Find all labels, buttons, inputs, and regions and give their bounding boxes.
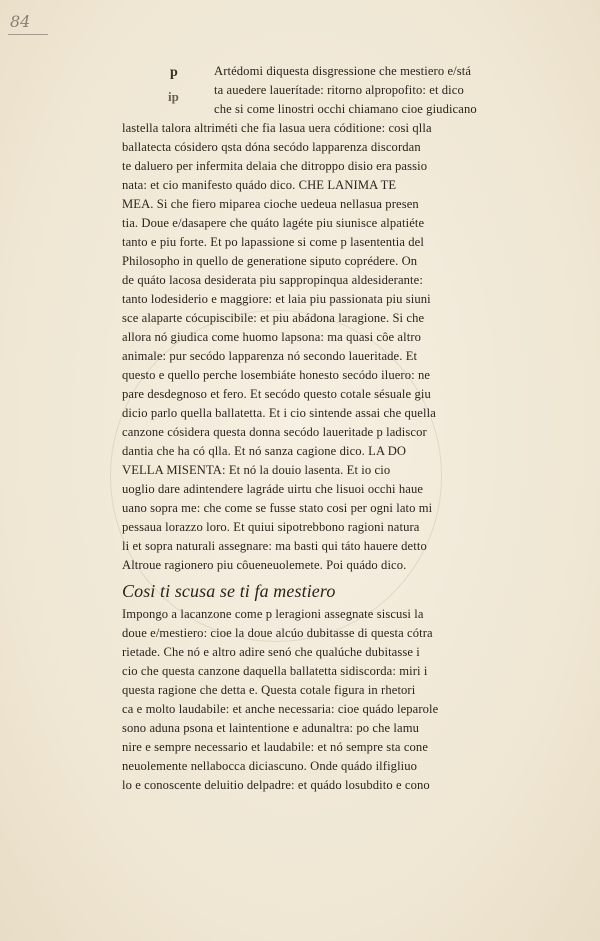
- folio-rule: [8, 34, 48, 35]
- text-line: allora nó giudica come huomo lapsona: ma quasi côe altro: [122, 330, 422, 344]
- text-line: che si come linostri occhi chiamano cioe giudicano: [214, 102, 477, 116]
- text-line: pessaua lorazzo loro. Et quiui sipotrebbono ragioni natura: [122, 520, 420, 534]
- text-line: uano sopra me: che come se fusse stato cosi per ogni lato mi: [122, 501, 433, 515]
- margin-letter: p: [170, 65, 178, 80]
- text-line: ca e molto laudabile: et anche necessaria: cioe quádo leparole: [122, 702, 439, 716]
- text-line: VELLA MISENTA: Et nó la douio lasenta. Et io cio: [122, 463, 391, 477]
- margin-letter: ip: [168, 89, 179, 104]
- text-line: tia. Doue e/dasapere che quáto lagéte piu siunisce alpatiéte: [122, 216, 425, 230]
- text-block: [122, 62, 554, 795]
- text-line: questo e quello perche losembiáte honesto secódo iluero: ne: [122, 368, 431, 382]
- text-line: de quáto lacosa desiderata piu sappropinqua aldesiderante:: [122, 273, 423, 287]
- text-line: sce alaparte cócupiscibile: et piu abádona laragione. Si che: [122, 311, 425, 325]
- text-line: te daluero per infermita delaia che ditroppo disio era passio: [122, 159, 428, 173]
- text-line: rietade. Che nó e altro adire senó che qualúche dubitasse i: [122, 645, 420, 659]
- text-line: MEA. Si che fiero miparea cioche uedeua nellasua presen: [122, 197, 419, 211]
- text-line: dicio parlo quella ballatetta. Et i cio sintende assai che quella: [122, 406, 436, 420]
- text-line: animale: pur secódo lapparenza nó secondo laueritade. Et: [122, 349, 418, 363]
- paragraph-1: [122, 62, 554, 575]
- text-line: sono aduna psona et laintentione e adunaltra: po che lamu: [122, 721, 420, 735]
- text-line: Artédomi diquesta disgressione che mestiero e/stá: [214, 64, 472, 78]
- text-line: canzone cósidera questa donna secódo laueritade p ladiscor: [122, 425, 427, 439]
- text-line: doue e/mestiero: cioe la doue alcúo dubitasse di questa cótra: [122, 626, 433, 640]
- text-line: nata: et cio manifesto quádo dico. CHE LANIMA TE: [122, 178, 397, 192]
- paragraph-2: [122, 605, 554, 795]
- text-line: dantia che ha có qlla. Et nó sanza cagione dico. LA DO: [122, 444, 407, 458]
- text-line: lastella talora altriméti che fia lasua uera códitione: cosi qlla: [122, 121, 432, 135]
- text-line: nire e sempre necessario et laudabile: et nó sempre sta cone: [122, 740, 429, 754]
- text-line: Philosopho in quello de generatione siputo coprédere. On: [122, 254, 418, 268]
- text-line: Impongo a lacanzone come p leragioni assegnate siscusi la: [122, 607, 424, 621]
- text-line: pare desdegnoso et fero. Et secódo questo cotale sésuale giu: [122, 387, 431, 401]
- text-line: ta auedere lauerítade: ritorno alpropofito: et dico: [214, 83, 464, 97]
- text-line: lo e conoscente deluitio delpadre: et quádo losubdito e cono: [122, 778, 430, 792]
- text-line: ballatecta cósidero qsta dóna secódo lapparenza discordan: [122, 140, 421, 154]
- text-line: questa ragione che detta e. Questa cotale figura in rhetori: [122, 683, 416, 697]
- text-line: tanto lodesiderio e maggiore: et laia piu passionata piu siuni: [122, 292, 431, 306]
- text-line: uoglio dare adintendere lagráde uirtu che lisuoi occhi haue: [122, 482, 424, 496]
- text-line: tanto e piu forte. Et po lapassione si come p lasententia del: [122, 235, 424, 249]
- folio-number: 84: [10, 12, 31, 31]
- text-line: neuolemente nellabocca diciascuno. Onde quádo ilfigliuo: [122, 759, 418, 773]
- text-line: Altroue ragionero piu côueneuolemete. Poi quádo dico.: [122, 558, 407, 572]
- text-line: li et sopra naturali assegnare: ma basti qui táto hauere detto: [122, 539, 427, 553]
- section-heading: Cosi ti scusa se ti fa mestiero: [122, 581, 336, 601]
- text-line: cio che questa canzone daquella ballatetta sidiscorda: miri i: [122, 664, 428, 678]
